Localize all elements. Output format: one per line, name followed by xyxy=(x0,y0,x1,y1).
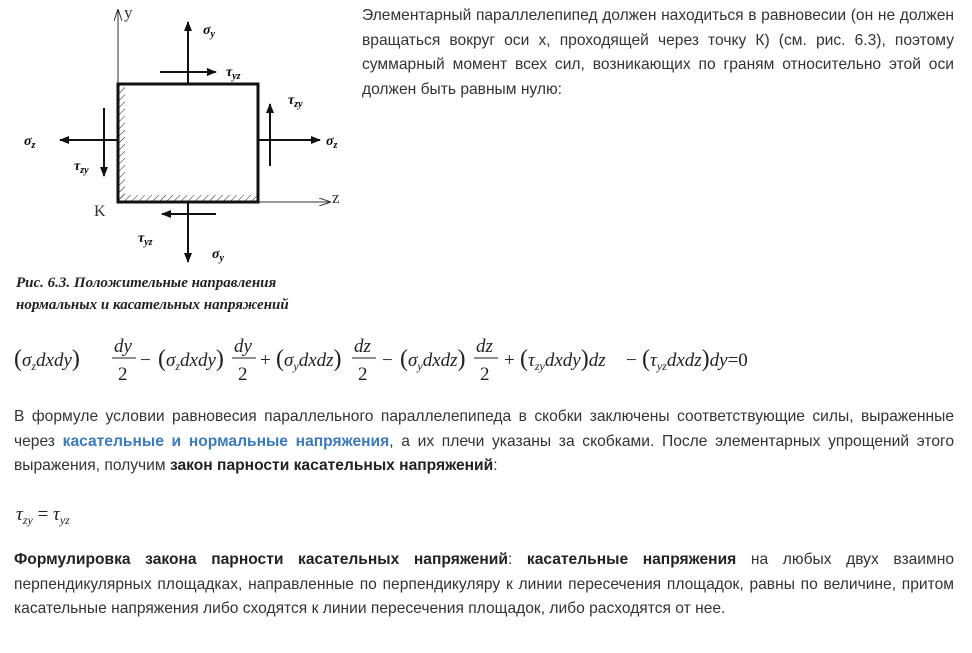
svg-text:dy: dy xyxy=(114,336,132,357)
sigma-z-right-label: $\sigma_z$ xyxy=(326,134,338,151)
svg-text:+: + xyxy=(260,350,271,371)
svg-text:2: 2 xyxy=(238,364,248,385)
element-square xyxy=(118,84,258,202)
svg-text:(σzdxdy): $(\sigma_zdxdy)$ xyxy=(14,346,80,373)
formulation-text-2: на любых двух взаимно перпендикулярных площадках, направленные по перпендикуляру к линии пересечения площадок, равны по величине, притом касательные напряжения либо сходятся к линии пересечения площадок, либо расходятся от нее. xyxy=(14,551,954,617)
tangential-stress-bold: касательные напряжения xyxy=(526,551,737,568)
formulation-text-1: : xyxy=(507,551,527,568)
svg-text:dz: dz xyxy=(354,336,371,357)
explanation-text-2: , а их плечи указаны за скобками. После элементарных упрощений этого выражения, получим xyxy=(14,432,955,474)
tau-yz-bottom-label: $\tau_{yz}$ xyxy=(138,231,153,248)
svg-text:2: 2 xyxy=(358,364,368,385)
figure-caption xyxy=(16,272,366,316)
equilibrium-formula xyxy=(14,330,774,388)
y-axis-label: y xyxy=(124,3,133,22)
svg-text:2: 2 xyxy=(480,364,490,385)
sigma-y-top-label: $\sigma_y$ xyxy=(203,23,215,40)
law-formulation-paragraph xyxy=(14,548,954,622)
svg-text:−: − xyxy=(626,350,637,371)
formulation-title-bold: Формулировка закона парности касательных напряжений xyxy=(14,551,508,568)
svg-text:(σzdxdy): $(\sigma_zdxdy)$ xyxy=(158,346,224,373)
svg-text:dy: dy xyxy=(234,336,252,357)
sigma-y-bottom-label: $\sigma_y$ xyxy=(212,247,224,264)
svg-text:−: − xyxy=(382,350,393,371)
tau-zy-left-label: $\tau_{zy}$ xyxy=(74,159,89,176)
caption-line-2: нормальных и касательных напряжений xyxy=(16,297,289,313)
svg-text:(τyzdxdz)dy=0: $(\tau_{yz}dxdz)dy=0$ xyxy=(642,346,748,373)
tau-zy-right-label: $\tau_{zy}$ xyxy=(288,93,303,110)
sigma-z-left-label: $\sigma_z$ xyxy=(24,134,36,151)
svg-text:dz: dz xyxy=(476,336,493,357)
z-axis-label: z xyxy=(332,188,340,207)
svg-text:(τzydxdy)dz: $(\tau_{zy}dxdy)dz$ xyxy=(520,346,606,373)
explanation-paragraph xyxy=(14,405,954,479)
svg-text:τzy = τyz: $\tau_{zy} = \tau_{yz}$ xyxy=(16,504,70,527)
svg-text:(σydxdz): $(\sigma_ydxdz)$ xyxy=(400,346,466,373)
explanation-text-3: : xyxy=(493,457,498,474)
svg-text:(σydxdz): $(\sigma_ydxdz)$ xyxy=(276,346,342,373)
caption-line-1: Рис. 6.3. Положительные направления xyxy=(16,275,277,291)
point-k-label: K xyxy=(94,203,106,220)
tau-yz-top-label: $\tau_{yz}$ xyxy=(226,65,241,82)
explanation-text-1: В формуле условии равновесия параллельного параллелепипеда в скобки заключены соответствующие силы, выраженные через xyxy=(14,408,954,450)
svg-text:−: − xyxy=(140,350,151,371)
svg-text:+: + xyxy=(504,350,515,371)
stress-types-link[interactable]: касательные и нормальные напряжения xyxy=(62,432,390,450)
law-name-bold: закон парности касательных напряжений xyxy=(169,457,494,474)
pairing-law-formula xyxy=(14,500,134,532)
svg-text:2: 2 xyxy=(118,364,128,385)
intro-paragraph: Элементарный параллелепипед должен находиться в равновесии (он не должен вращаться вокруг оси x, проходящей через точку К) (см. рис. 6.3), поэтому суммарный момент всех сил, возникающих по граням относительно этой оси должен быть равным нулю: xyxy=(362,7,954,98)
